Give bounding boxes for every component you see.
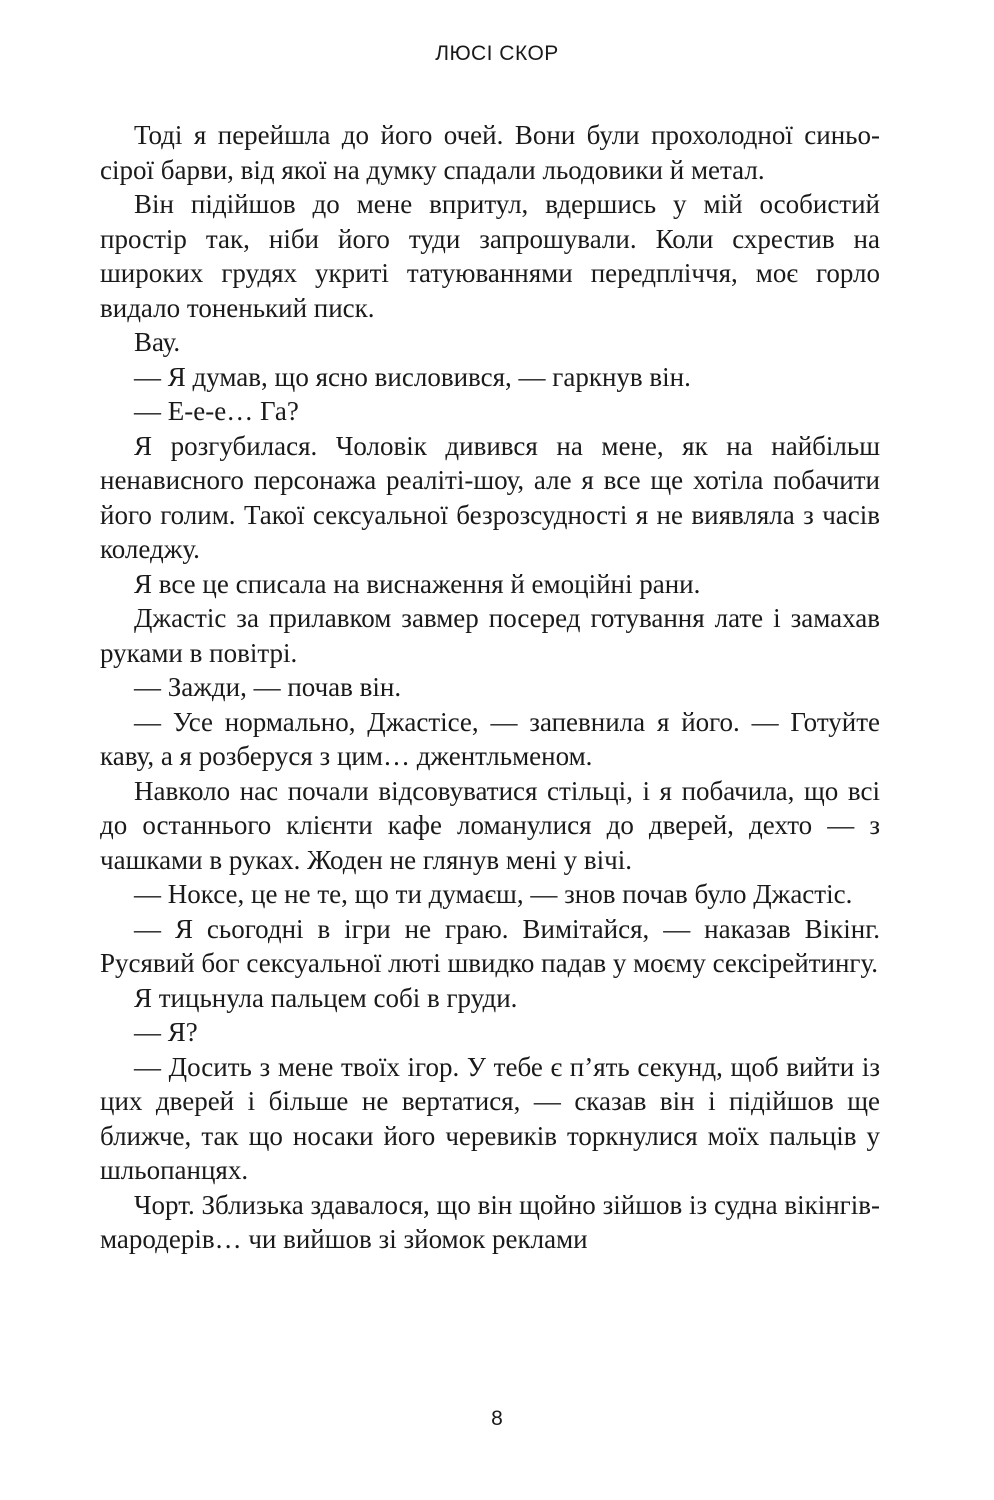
running-header: ЛЮСІ СКОР [435,42,559,65]
paragraph: Навколо нас почали відсовуватися стільці, і я побачила, що всі до останнього клієнти кафе ломанулися до дверей, дехто — з чашками в руках. Жоден не глянув мені у вічі. [100,775,880,875]
paragraph: — Я? [134,1017,198,1047]
paragraph: Я тицьнула пальцем собі в груди. [134,982,518,1013]
paragraph: Тоді я перейшла до його очей. Вони були прохолодної синьо-сірої барви, від якої на думку спадали льодовики й метал. [100,120,880,185]
paragraph: Чорт. Зблизька здавалося, що він щойно зійшов із судна вікінгів-мародерів… чи вийшов зі зйомок реклами [100,1189,880,1254]
paragraph: — Усе нормально, Джастісе, — запевнила я його. — Готуйте каву, а я розберуся з цим… джентльменом. [100,706,880,771]
paragraph: — Я думав, що ясно висловився, — гаркнув він. [134,361,691,392]
paragraph: Джастіс за прилавком завмер посеред готування лате і замахав руками в повітрі. [100,603,880,668]
paragraph: — Досить з мене твоїх ігор. У тебе є п’ять секунд, щоб вийти із цих дверей і більше не вертатися, — сказав він і підійшов ще ближче, так що носаки його черевиків торкнулися моїх пальців у шльопанцях. [100,1051,880,1185]
paragraph: Вау. [134,327,181,357]
paragraph: Я розгубилася. Чоловік дивився на мене, як на найбільш ненависного персонажа реаліті-шоу, але я все ще хотіла побачити його голим. Такої сексуальної безрозсудності я не виявляла з часів коледжу. [100,430,880,564]
paragraph: — Е-е-е… Га? [134,396,299,426]
paragraph: Він підійшов до мене впритул, вдершись у мій особистий простір так, ніби його туди запрошували. Коли схрестив на широких грудях укриті татуюваннями передпліччя, моє горло видало тоненький писк. [100,189,880,323]
paragraph: — Ноксе, це не те, що ти думаєш, — знов почав було Джастіс. [134,879,853,909]
paragraph: — Я сьогодні в ігри не граю. Вимітайся, — наказав Вікінг. Русявий бог сексуальної люті швидко падав у моєму сексірейтингу. [100,913,880,978]
paragraph: — Зажди, — почав він. [134,672,402,702]
body-text [100,118,880,1257]
page-number: 8 [491,1407,503,1430]
paragraph: Я все це списала на виснаження й емоційні рани. [134,568,701,599]
